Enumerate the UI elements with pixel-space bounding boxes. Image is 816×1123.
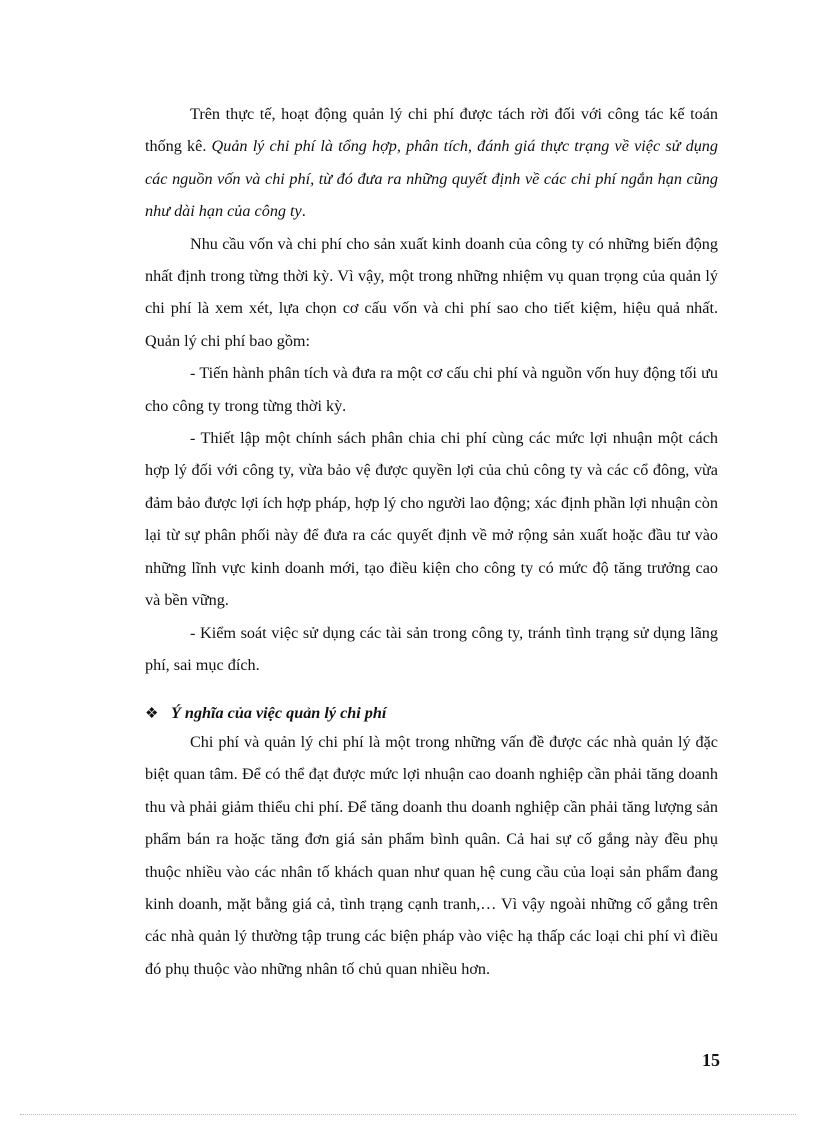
paragraph-cost-management-definition bbox=[145, 98, 718, 228]
section-body bbox=[145, 726, 718, 985]
page-bottom-divider bbox=[20, 1114, 796, 1115]
list-item-distribution-policy: - Thiết lập một chính sách phân chia chi phí cùng các mức lợi nhuận một cách hợp lý đối với công ty, vừa bảo vệ được quyền lợi của chủ công ty và các cổ đông, vừa đảm bảo được lợi ích hợp pháp, hợp lý cho người lao động; xác định phần lợi nhuận còn lại từ sự phân phối này để đưa ra các quyết định về mở rộng sản xuất hoặc đầu tư vào những lĩnh vực kinh doanh mới, tạo điều kiện cho công ty có mức độ tăng trưởng cao và bền vững. bbox=[145, 429, 718, 610]
paragraph-italic-definition: Quản lý chi phí là tổng hợp, phân tích, đánh giá thực trạng về việc sử dụng các nguồn vốn và chi phí, từ đó đưa ra những quyết định về các chi phí ngắn hạn cũng như dài hạn của công ty bbox=[145, 137, 718, 221]
paragraph-capital-needs: Nhu cầu vốn và chi phí cho sản xuất kinh doanh của công ty có những biến động nhất định trong từng thời kỳ. Vì vậy, một trong những nhiệm vụ quan trọng của quản lý chi phí là xem xét, lựa chọn cơ cấu vốn và chi phí sao cho tiết kiệm, hiệu quả nhất. Quản lý chi phí bao gồm: bbox=[145, 234, 718, 350]
list-item-asset-control: - Kiểm soát việc sử dụng các tài sản trong công ty, tránh tình trạng sử dụng lãng phí, sai mục đích. bbox=[145, 623, 718, 674]
paragraph-significance: Chi phí và quản lý chi phí là một trong những vấn đề được các nhà quản lý đặc biệt quan tâm. Để có thể đạt được mức lợi nhuận cao doanh nghiệp cần phải tăng doanh thu và phải giảm thiểu chi phí. Để tăng doanh thu doanh nghiệp cần phải tăng lượng sản phẩm bán ra hoặc tăng đơn giá sản phẩm bình quân. Cả hai sự cố gắng này đều phụ thuộc nhiều vào các nhân tố khách quan như quan hệ cung cầu của loại sản phẩm đang kinh doanh, mặt bằng giá cả, tình trạng cạnh tranh,… Vì vậy ngoài những cố gắng trên các nhà quản lý thường tập trung các biện pháp vào việc hạ thấp các loại chi phí vì điều đó phụ thuộc vào những nhân tố chủ quan nhiều hơn. bbox=[145, 733, 718, 978]
list-item-analysis: - Tiến hành phân tích và đưa ra một cơ cấu chi phí và nguồn vốn huy động tối ưu cho công ty trong từng thời kỳ. bbox=[145, 364, 718, 415]
page-number: 15 bbox=[702, 1050, 720, 1070]
diamond-bullet-icon: ❖ bbox=[145, 706, 159, 722]
paragraph-plain-text: Trên thực tế, hoạt động quản lý chi phí được tách rời đối với công tác kế toán thống kê. bbox=[145, 105, 718, 156]
body-text bbox=[145, 98, 718, 681]
section-heading-text: Ý nghĩa của việc quản lý chi phí bbox=[171, 704, 387, 722]
paragraph-end-mark: . bbox=[301, 202, 306, 221]
